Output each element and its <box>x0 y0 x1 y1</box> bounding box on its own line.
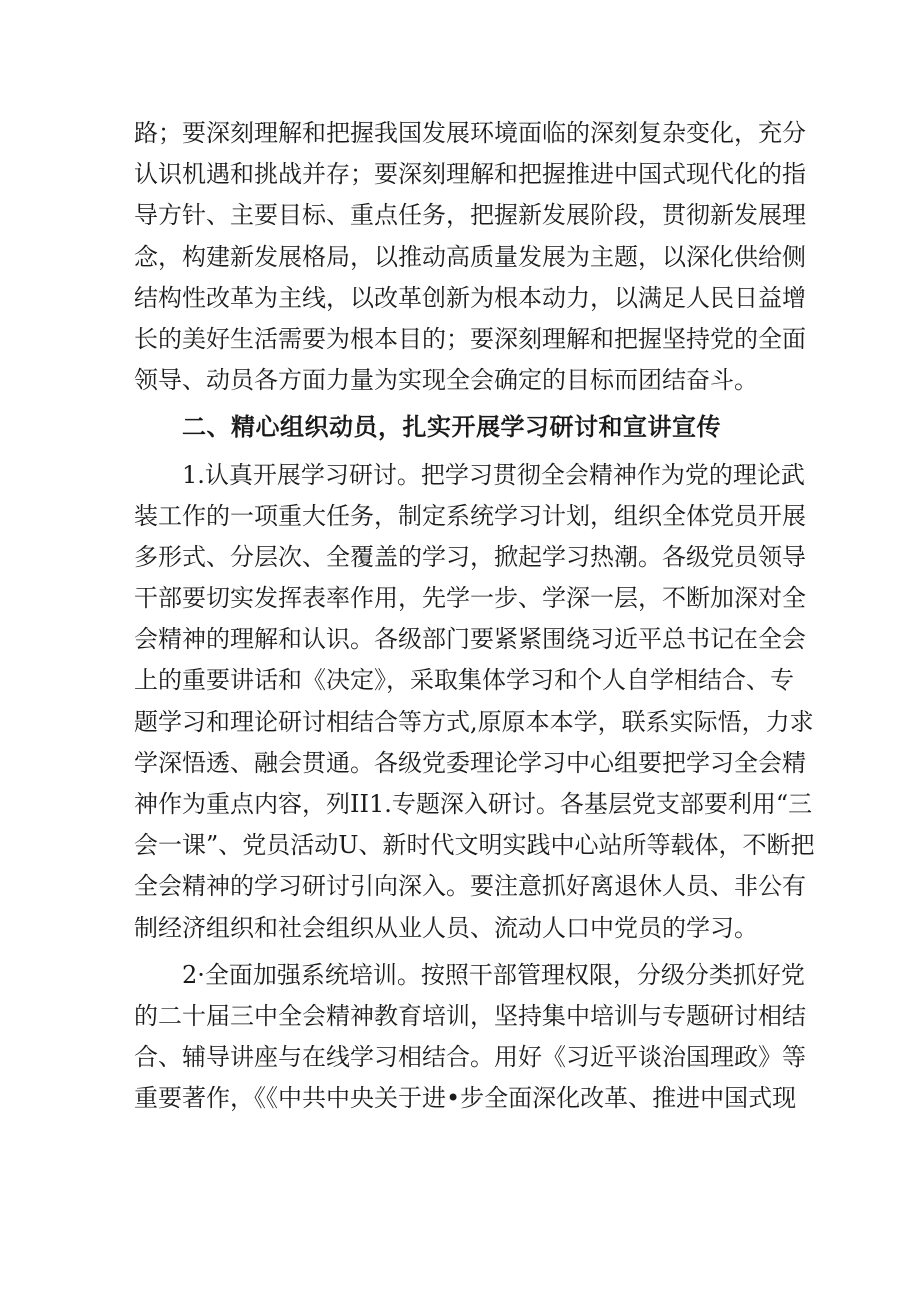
text-line: 上的重要讲话和《决定》，采取集体学习和个人自学相结合、专 <box>134 666 794 695</box>
section-heading: 二、精心组织动员，扎实开展学习研讨和宣讲宣传 <box>182 413 721 442</box>
text-line: 干部要切实发挥表率作用，先学一步、学深一层，不断加深对全 <box>134 584 806 613</box>
text-line: 1.认真开展学习研讨。把学习贯彻全会精神作为党的理论武 <box>182 460 805 489</box>
text-line: 装工作的一项重大任务，制定系统学习计划，组织全体党员开展 <box>134 501 806 530</box>
text-line: 念，构建新发展格局，以推动高质量发展为主题，以深化供给侧 <box>134 242 806 271</box>
text-line: 领导、动员各方面力量为实现全会确定的目标而团结奋斗。 <box>134 366 758 395</box>
text-line: 长的美好生活需要为根本目的；要深刻理解和把握坚持党的全面 <box>134 324 806 353</box>
text-line: 重要著作，《《中共中央关于进•步全面深化改革、推进中国式现 <box>134 1084 797 1113</box>
text-line: 神作为重点内容，列II1.专题深入研讨。各基层党支部要利用“三 <box>134 790 813 818</box>
text-line: 结构性改革为主线，以改革创新为根本动力，以满足人民日益增 <box>134 283 806 312</box>
paragraph-3 <box>134 955 806 1120</box>
text-line: 全会精神的学习研讨引向深入。要注意抓好离退休人员、非公有 <box>134 872 806 901</box>
text-line: 2·全面加强系统培训。按照干部管理权限，分级分类抓好党 <box>182 960 805 989</box>
paragraph-2 <box>134 455 815 949</box>
paragraph-1 <box>134 113 806 401</box>
text-line: 合、辅导讲座与在线学习相结合。用好《习近平谈治国理政》等 <box>134 1043 806 1072</box>
text-line: 题学习和理论研讨相结合等方式,原原本本学，联系实际悟，力求 <box>134 707 814 736</box>
text-line: 制经济组织和社会组织从业人员、流动人口中党员的学习。 <box>134 913 758 942</box>
text-line: 学深悟透、融会贯通。各级党委理论学习中心组要把学习全会精 <box>134 748 806 777</box>
text-line: 会精神的理解和认识。各级部门要紧紧围绕习近平总书记在全会 <box>134 625 806 654</box>
text-line: 多形式、分层次、全覆盖的学习，掀起学习热潮。各级党员领导 <box>134 542 806 571</box>
text-line: 导方针、主要目标、重点任务，把握新发展阶段，贯彻新发展理 <box>134 201 806 230</box>
text-line: 路；要深刻理解和把握我国发展环境面临的深刻复杂变化，充分 <box>134 119 806 147</box>
text-line: 认识机遇和挑战并存；要深刻理解和把握推进中国式现代化的指 <box>134 160 806 189</box>
document-body <box>134 113 815 1120</box>
text-line: 的二十届三中全会精神教育培训，坚持集中培训与专题研讨相结 <box>134 1001 806 1030</box>
text-line: 会一课”、党员活动U、新时代文明实践中心站所等载体，不断把 <box>134 831 815 860</box>
